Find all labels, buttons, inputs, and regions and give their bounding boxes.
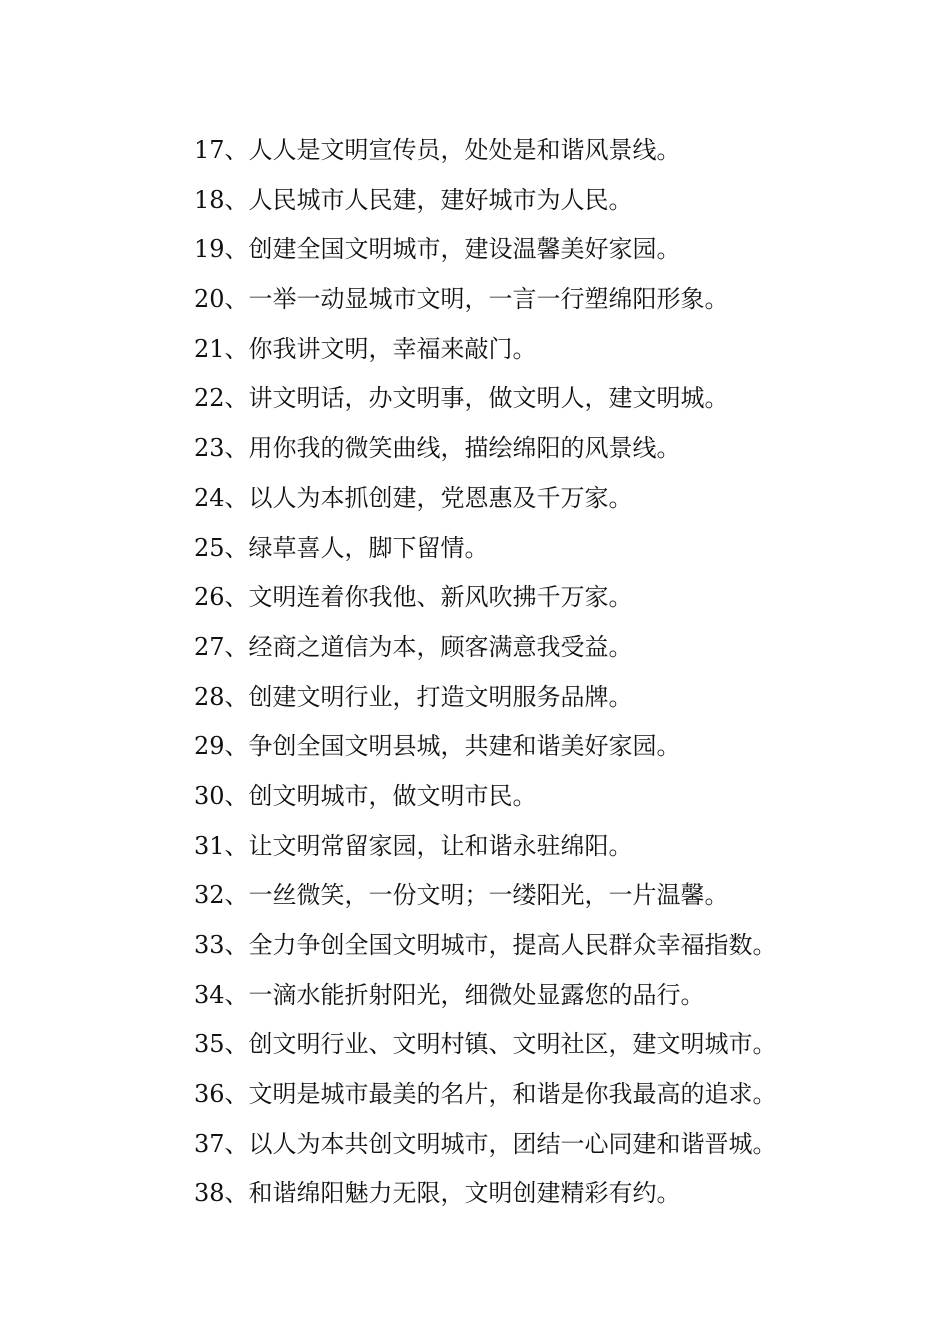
slogan-line-24: 24、以人为本抓创建，党恩惠及千万家。 xyxy=(194,483,633,512)
slogan-line-22: 22、讲文明话，办文明事，做文明人，建文明城。 xyxy=(194,384,729,413)
slogan-line-20: 20、一举一动显城市文明，一言一行塑绵阳形象。 xyxy=(194,285,729,314)
slogan-line-35: 35、创文明行业、文明村镇、文明社区，建文明城市。 xyxy=(194,1030,777,1059)
slogan-line-37: 37、以人为本共创文明城市，团结一心同建和谐晋城。 xyxy=(194,1129,777,1158)
slogan-line-33: 33、全力争创全国文明城市，提高人民群众幸福指数。 xyxy=(194,931,777,959)
slogan-line-38: 38、和谐绵阳魅力无限，文明创建精彩有约。 xyxy=(194,1179,681,1208)
slogan-line-26: 26、文明连着你我他、新风吹拂千万家。 xyxy=(194,583,633,612)
slogan-line-19: 19、创建全国文明城市，建设温馨美好家园。 xyxy=(194,235,681,264)
slogan-line-21: 21、你我讲文明，幸福来敲门。 xyxy=(194,334,537,363)
slogan-line-25: 25、绿草喜人，脚下留情。 xyxy=(194,533,489,562)
slogan-line-31: 31、让文明常留家园，让和谐永驻绵阳。 xyxy=(194,831,633,860)
slogan-line-36: 36、文明是城市最美的名片，和谐是你我最高的追求。 xyxy=(194,1080,777,1109)
slogan-line-23: 23、用你我的微笑曲线，描绘绵阳的风景线。 xyxy=(194,434,681,463)
slogan-line-17: 17、人人是文明宣传员，处处是和谐风景线。 xyxy=(194,136,681,164)
slogan-line-32: 32、一丝微笑，一份文明；一缕阳光，一片温馨。 xyxy=(194,881,729,910)
slogan-list xyxy=(194,132,777,1225)
slogan-line-27: 27、经商之道信为本，顾客满意我受益。 xyxy=(194,632,633,661)
slogan-line-18: 18、人民城市人民建，建好城市为人民。 xyxy=(194,185,633,214)
slogan-line-34: 34、一滴水能折射阳光，细微处显露您的品行。 xyxy=(194,980,705,1009)
slogan-line-28: 28、创建文明行业，打造文明服务品牌。 xyxy=(194,682,633,711)
slogan-line-29: 29、争创全国文明县城，共建和谐美好家园。 xyxy=(194,732,681,761)
slogan-line-30: 30、创文明城市，做文明市民。 xyxy=(194,781,537,810)
